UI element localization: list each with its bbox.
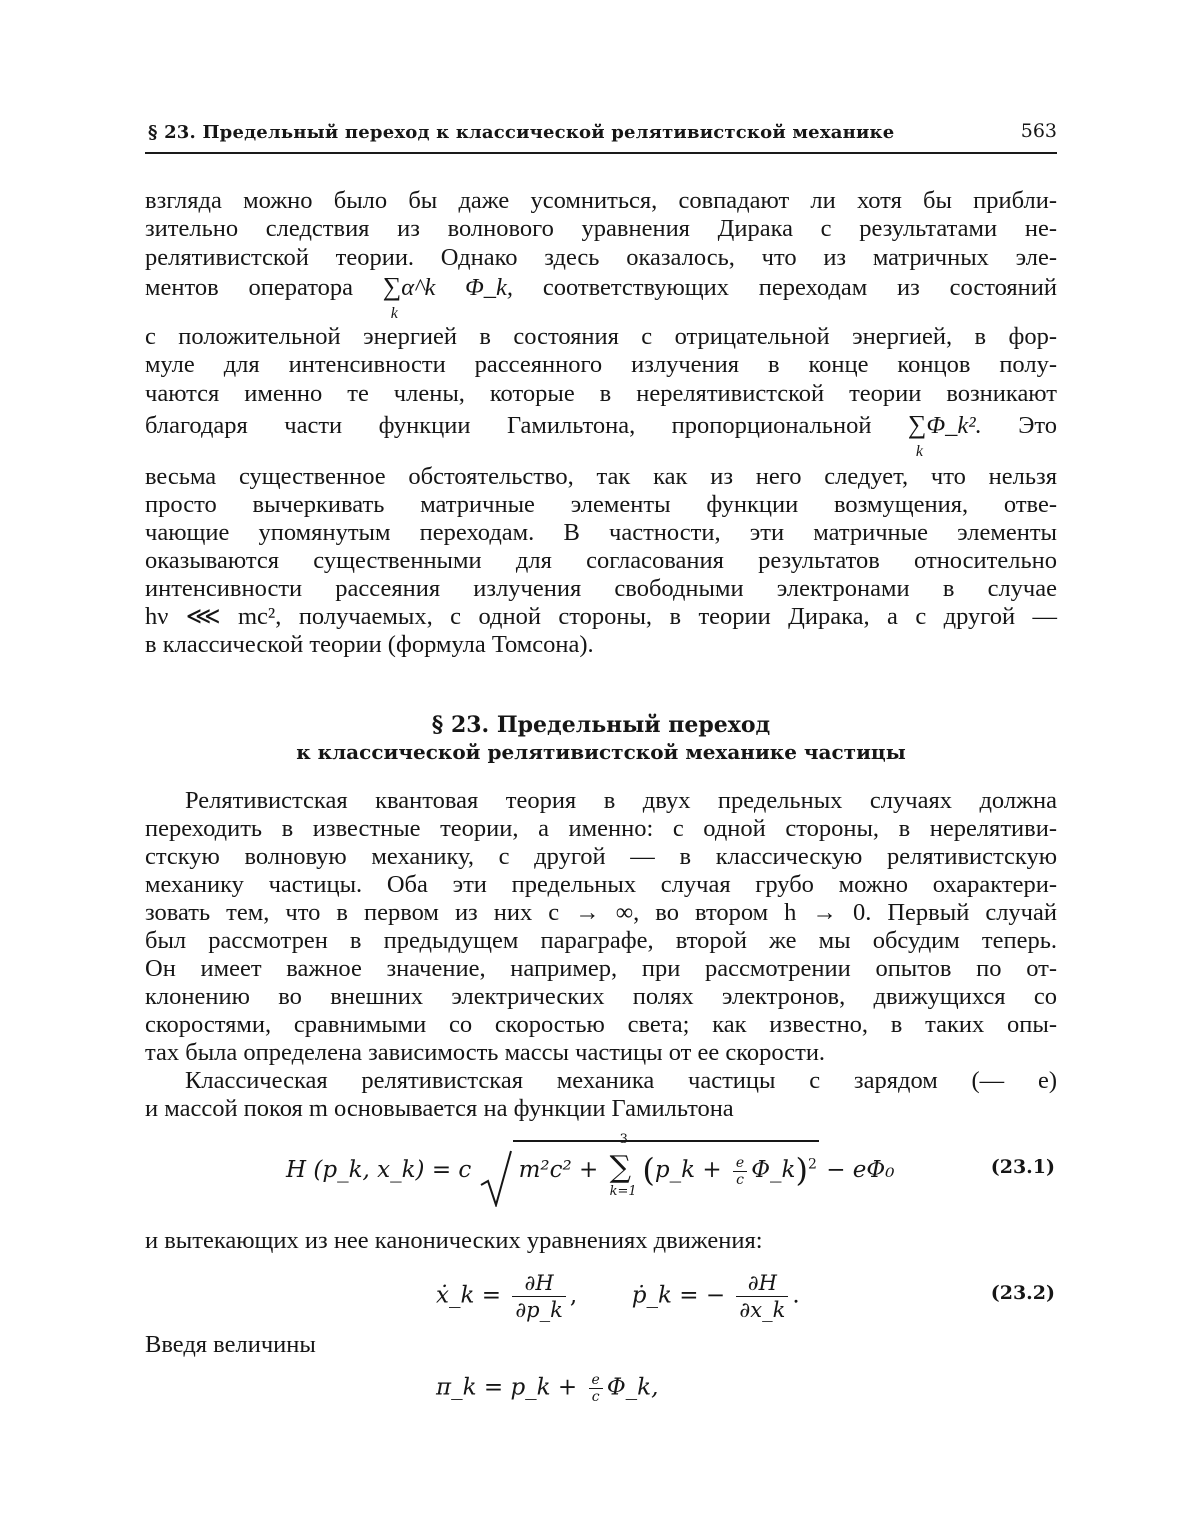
text-line: весьма существенное обстоятельство, так как из него следует, что нельзя xyxy=(145,463,1057,490)
equation-number: (23.1) xyxy=(990,1156,1055,1178)
sum-body: α^k Φ_k, xyxy=(401,274,514,301)
text-line: Классическая релятивистская механика частицы с зарядом (— e) xyxy=(185,1067,1057,1094)
eq-part: ẋ_k = xyxy=(436,1282,501,1309)
right-paren: ) xyxy=(795,1151,808,1189)
text-line: в классической теории (формула Томсона). xyxy=(145,631,594,658)
text-line: hν ⋘ mc², получаемых, с одной стороны, в теории Дирака, а с другой — xyxy=(145,603,1057,630)
text-line: Релятивистская квантовая теория в двух предельных случаях должна xyxy=(185,787,1057,814)
text-line: чающие упомянутым переходам. В частности, эти матричные элементы xyxy=(145,519,1057,546)
sum-upper-limit: 3 xyxy=(619,1132,628,1147)
equation-23-1 xyxy=(286,1132,895,1207)
fraction-numerator: ∂H xyxy=(512,1270,566,1297)
eq-part: π_k = p_k + xyxy=(436,1374,578,1401)
left-paren: ( xyxy=(642,1151,655,1189)
sum-index: k xyxy=(915,443,924,460)
text-line: переходить в известные теории, а именно: с одной стороны, в нерелятиви- xyxy=(145,815,1057,842)
text-line: чаются именно те члены, которые в нерелятивистской теории возникают xyxy=(145,380,1057,407)
text-line: скоростями, сравнимыми со скоростью света; как известно, в таких опы- xyxy=(145,1011,1057,1038)
text-line: релятивистской теории. Однако здесь оказалось, что из матричных эле- xyxy=(145,244,1057,271)
fraction-numerator: ∂H xyxy=(736,1270,788,1297)
exponent: 2 xyxy=(807,1156,817,1173)
text-line: стскую волновую механику, с другой — в классическую релятивистскую xyxy=(145,843,1057,870)
fraction xyxy=(733,1155,747,1188)
page-number: 563 xyxy=(1020,120,1057,142)
terminator: . xyxy=(792,1282,800,1309)
fraction-denominator: c xyxy=(591,1389,600,1405)
separator: , xyxy=(569,1282,578,1309)
text-line: с положительной энергией в состояния с отрицательной энергией, в фор- xyxy=(145,323,1057,350)
eq-lhs: H (p_k, x_k) = c xyxy=(286,1157,472,1183)
radical-sign xyxy=(479,1149,513,1207)
equation-23-2 xyxy=(436,1270,800,1323)
line-text: ментов оператора xyxy=(145,274,353,301)
line-text: соответствующих переходам из состояний xyxy=(542,274,1057,301)
fraction xyxy=(589,1372,603,1405)
inner-term: Φ_k xyxy=(751,1157,796,1183)
sum-operator: ∑ k xyxy=(908,410,927,440)
text-line: интенсивности рассеяния излучения свободными электронами в случае xyxy=(145,575,1057,602)
equation-pi xyxy=(436,1372,658,1405)
fraction xyxy=(512,1270,566,1323)
eq-tail: − eΦ₀ xyxy=(826,1157,895,1183)
text-line: зительно следствия из волнового уравнения Дирака с результатами не- xyxy=(145,215,1057,242)
text-line-with-sum xyxy=(145,272,1057,322)
radicand-part: m²c² + xyxy=(518,1157,599,1183)
fraction-denominator: c xyxy=(736,1171,744,1188)
running-title: § 23. Предельный переход к классической релятивистской механике xyxy=(148,122,895,143)
fraction-denominator: ∂p_k xyxy=(515,1298,563,1322)
sum-operator: ∑ k xyxy=(383,272,402,302)
text-line: был рассмотрен в предыдущем параграфе, второй же мы обсудим теперь. xyxy=(145,927,1057,954)
text-line: клонению во внешних электрических полях электронов, движущихся со xyxy=(145,983,1057,1010)
sum-operator: ∑ 3 k=1 xyxy=(609,1132,637,1199)
fraction xyxy=(736,1270,788,1323)
radicand xyxy=(513,1132,819,1199)
line-text: Это xyxy=(1018,412,1057,439)
sum-lower-limit: k=1 xyxy=(609,1184,637,1199)
text-line: тах была определена зависимость массы частицы от ее скорости. xyxy=(145,1039,826,1066)
fraction-numerator: e xyxy=(733,1155,747,1172)
eq-part: ṗ_k = − xyxy=(631,1282,726,1309)
fraction-denominator: ∂x_k xyxy=(739,1298,786,1322)
eq-part: Φ_k, xyxy=(606,1374,659,1401)
text-line: и массой покоя m основывается на функции Гамильтона xyxy=(145,1095,734,1122)
fraction-numerator: e xyxy=(589,1372,603,1389)
text-line: просто вычеркивать матричные элементы функции возмущения, отве- xyxy=(145,491,1057,518)
text-line: Он имеет важное значение, например, при рассмотрении опытов по от- xyxy=(145,955,1057,982)
text-line: зовать тем, что в первом из них c → ∞, во втором h → 0. Первый случай xyxy=(145,899,1057,926)
text-line-with-sum xyxy=(145,410,1057,460)
section-subheading: к классической релятивистской механике частицы xyxy=(296,740,906,764)
text-line: Введя величины xyxy=(145,1331,316,1358)
section-heading: § 23. Предельный переход xyxy=(431,712,771,738)
text-line: механику частицы. Оба эти предельных случая грубо можно охарактери- xyxy=(145,871,1057,898)
sum-index: k xyxy=(390,305,398,322)
sum-body: Φ_k². xyxy=(926,412,982,439)
line-text: благодаря части функции Гамильтона, пропорциональной xyxy=(145,412,872,439)
running-head xyxy=(145,118,1057,154)
text-line: взгляда можно было бы даже усомниться, совпадают ли хотя бы прибли- xyxy=(145,187,1057,214)
inner-term: p_k + xyxy=(654,1157,722,1183)
equation-number: (23.2) xyxy=(990,1282,1055,1304)
text-line: оказываются существенными для согласования результатов относительно xyxy=(145,547,1057,574)
text-line: и вытекающих из нее канонических уравнениях движения: xyxy=(145,1227,763,1254)
text-line: муле для интенсивности рассеянного излучения в конце концов полу- xyxy=(145,351,1057,378)
